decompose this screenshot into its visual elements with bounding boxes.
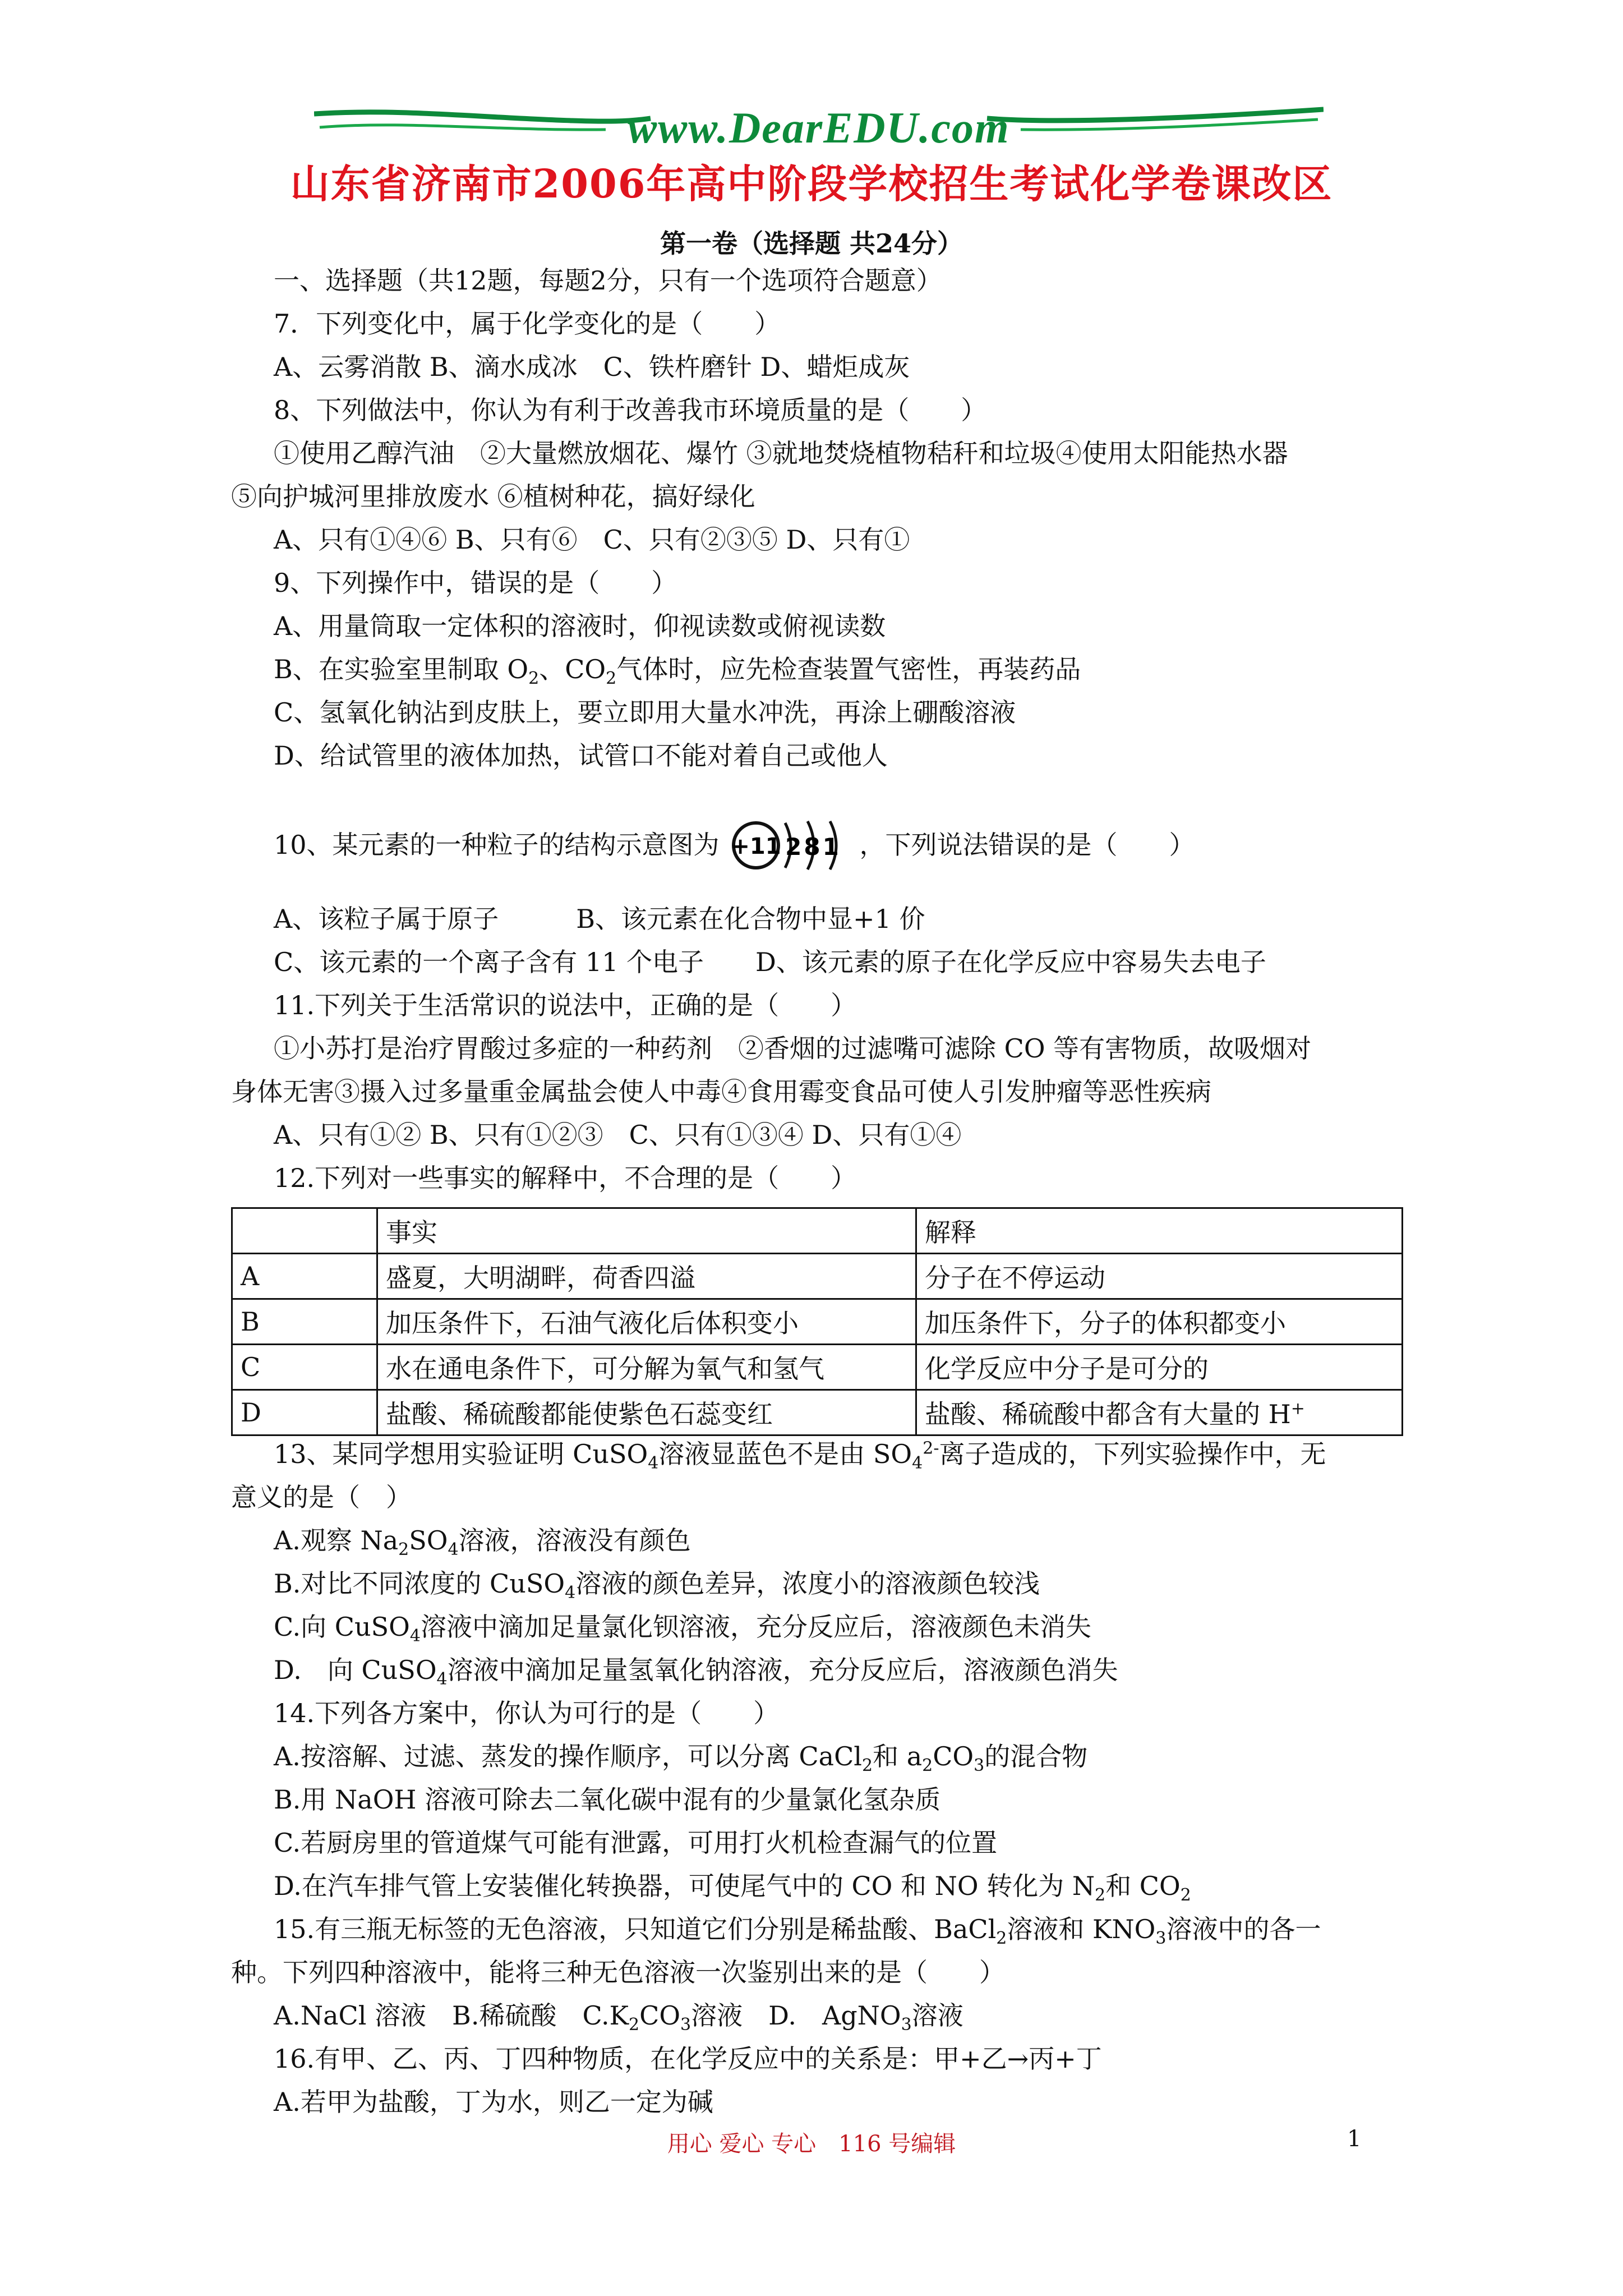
- table-header-cell: 解释: [916, 1208, 1403, 1254]
- question-9-stem: 9、下列操作中，错误的是（ ）: [274, 568, 677, 598]
- page-title: 山东省济南市2006年高中阶段学校招生考试化学卷课改区: [290, 160, 1333, 207]
- nucleus-charge: +11: [731, 834, 781, 859]
- question-9-option-b: B、在实验室里制取 $O_2$、$CO_2$气体时，应先检查装置气密性，再装药品: [274, 654, 1081, 689]
- question-9-option-d: D、给试管里的液体加热，试管口不能对着自己或他人: [274, 740, 888, 771]
- question-14-option-c: C.若厨房里的管道煤气可能有泄露，可用打火机检查漏气的位置: [274, 1828, 998, 1858]
- table-header-cell: 事实: [377, 1208, 916, 1254]
- site-name[interactable]: www.DearEDU.com: [628, 103, 1010, 152]
- table-row: [232, 1390, 1403, 1435]
- question-9-option-a: A、用量筒取一定体积的溶液时，仰视读数或俯视读数: [274, 611, 886, 641]
- table-cell: 盐酸、稀硫酸中都含有大量的 H+: [916, 1390, 1403, 1435]
- table-cell: C: [232, 1345, 377, 1390]
- question-11-stem: 11.下列关于生活常识的说法中，正确的是（ ）: [274, 990, 857, 1020]
- table-cell: 盐酸、稀硫酸都能使紫色石蕊变红: [377, 1390, 916, 1435]
- table-cell: A: [232, 1254, 377, 1299]
- question-12-table: [231, 1207, 1403, 1436]
- question-13-stem-cont: 意义的是（ ）: [231, 1482, 412, 1512]
- table-cell: 加压条件下，分子的体积都变小: [916, 1299, 1403, 1345]
- question-13-option-d: D. 向 CuSO$_4$溶液中滴加足量氢氧化钠溶液，充分反应后，溶液颜色消失: [274, 1655, 1118, 1690]
- question-13-option-c: C.向 CuSO$_4$溶液中滴加足量氯化钡溶液，充分反应后，溶液颜色未消失: [274, 1612, 1091, 1646]
- question-15-stem: 15.有三瓶无标签的无色溶液，只知道它们分别是稀盐酸、BaCl$_2$溶液和 $KNO_3$溶液中的各一: [274, 1914, 1321, 1949]
- question-8-items-cont: ⑤向护城河里排放废水 ⑥植树种花，搞好绿化: [231, 481, 755, 512]
- question-11-items: ①小苏打是治疗胃酸过多症的一种药剂 ②香烟的过滤嘴可滤除 CO 等有害物质，故吸烟对: [274, 1033, 1312, 1064]
- question-14-option-d: D.在汽车排气管上安装催化转换器，可使尾气中的 CO 和 NO 转化为 $N_2$和 $CO_2$: [274, 1871, 1191, 1906]
- question-15-options: A.NaCl 溶液 B.稀硫酸 $C.K_2CO_3$溶液 D. AgNO$_3$溶液: [274, 2000, 963, 2035]
- question-16-option-a: A.若甲为盐酸，丁为水，则乙一定为碱: [274, 2087, 713, 2117]
- atom-structure-diagram: [729, 815, 852, 876]
- question-8-items: ①使用乙醇汽油 ②大量燃放烟花、爆竹 ③就地焚烧植物秸秆和垃圾④使用太阳能热水器: [274, 438, 1288, 468]
- page-footer: 用心 爱心 专心 116 号编辑: [667, 2131, 956, 2157]
- table-cell: 加压条件下，石油气液化后体积变小: [377, 1299, 916, 1345]
- question-8-stem: 8、下列做法中，你认为有利于改善我市环境质量的是（ ）: [274, 395, 987, 425]
- section-instruction: 一、选择题（共12题，每题2分，只有一个选项符合题意）: [274, 265, 942, 296]
- question-14-stem: 14.下列各方案中，你认为可行的是（ ）: [274, 1698, 780, 1728]
- question-11-items-cont: 身体无害③摄入过多量重金属盐会使人中毒④食用霉变食品可使人引发肿瘤等恶性疾病: [231, 1076, 1211, 1107]
- table-cell: 盛夏，大明湖畔，荷香四溢: [377, 1254, 916, 1299]
- question-7-stem: 7．下列变化中，属于化学变化的是（ ）: [274, 309, 781, 339]
- question-13-stem: 13、某同学想用实验证明 CuSO$_4$溶液显蓝色不是由 $SO_4^{2-}$离子造成的，下列实验操作中，无: [274, 1438, 1326, 1474]
- table-cell: D: [232, 1390, 377, 1435]
- question-14-option-b: B.用 NaOH 溶液可除去二氧化碳中混有的少量氯化氢杂质: [274, 1784, 941, 1815]
- question-12-stem: 12.下列对一些事实的解释中，不合理的是（ ）: [274, 1163, 857, 1193]
- question-11-options: A、只有①② B、只有①②③ C、只有①③④ D、只有①④: [274, 1120, 962, 1150]
- question-10-stem: 10、某元素的一种粒子的结构示意图为 ，下列说法错误的是（ ）: [274, 830, 1195, 860]
- question-9-option-c: C、氢氧化钠沾到皮肤上，要立即用大量水冲洗，再涂上硼酸溶液: [274, 697, 1016, 728]
- section-title: 第一卷（选择题 共24分）: [660, 228, 963, 259]
- table-cell: 分子在不停运动: [916, 1254, 1403, 1299]
- question-8-options: A、只有①④⑥ B、只有⑥ C、只有②③⑤ D、只有①: [274, 524, 910, 555]
- question-10-options-cd: C、该元素的一个离子含有 11 个电子 D、该元素的原子在化学反应中容易失去电子: [274, 947, 1266, 977]
- question-16-stem: 16.有甲、乙、丙、丁四种物质，在化学反应中的关系是：甲+乙→丙+丁: [274, 2044, 1102, 2074]
- table-cell: 水在通电条件下，可分解为氧气和氢气: [377, 1345, 916, 1390]
- question-10-options-ab: A、该粒子属于原子 B、该元素在化合物中显+1 价: [274, 904, 925, 934]
- electron-shells: 281: [785, 833, 841, 861]
- table-row: [232, 1345, 1403, 1390]
- page-number: 1: [1347, 2126, 1362, 2152]
- question-13-option-b: B.对比不同浓度的 CuSO$_4$溶液的颜色差异，浓度小的溶液颜色较浅: [274, 1568, 1040, 1603]
- table-cell: 化学反应中分子是可分的: [916, 1345, 1403, 1390]
- table-row: [232, 1254, 1403, 1299]
- question-14-option-a: A.按溶解、过滤、蒸发的操作顺序，可以分离 CaCl$_2$和 $a_2CO_3$的混合物: [274, 1741, 1088, 1776]
- table-header-row: [232, 1208, 1403, 1254]
- table-row: [232, 1299, 1403, 1345]
- question-7-options: A、云雾消散 B、滴水成冰 C、铁杵磨针 D、蜡炬成灰: [274, 352, 910, 382]
- table-cell: B: [232, 1299, 377, 1345]
- table-header-cell: [232, 1208, 377, 1254]
- question-13-option-a: A.观察 $Na_2SO_4$溶液，溶液没有颜色: [274, 1525, 691, 1560]
- question-15-stem-cont: 种。下列四种溶液中，能将三种无色溶液一次鉴别出来的是（ ）: [231, 1957, 1005, 1987]
